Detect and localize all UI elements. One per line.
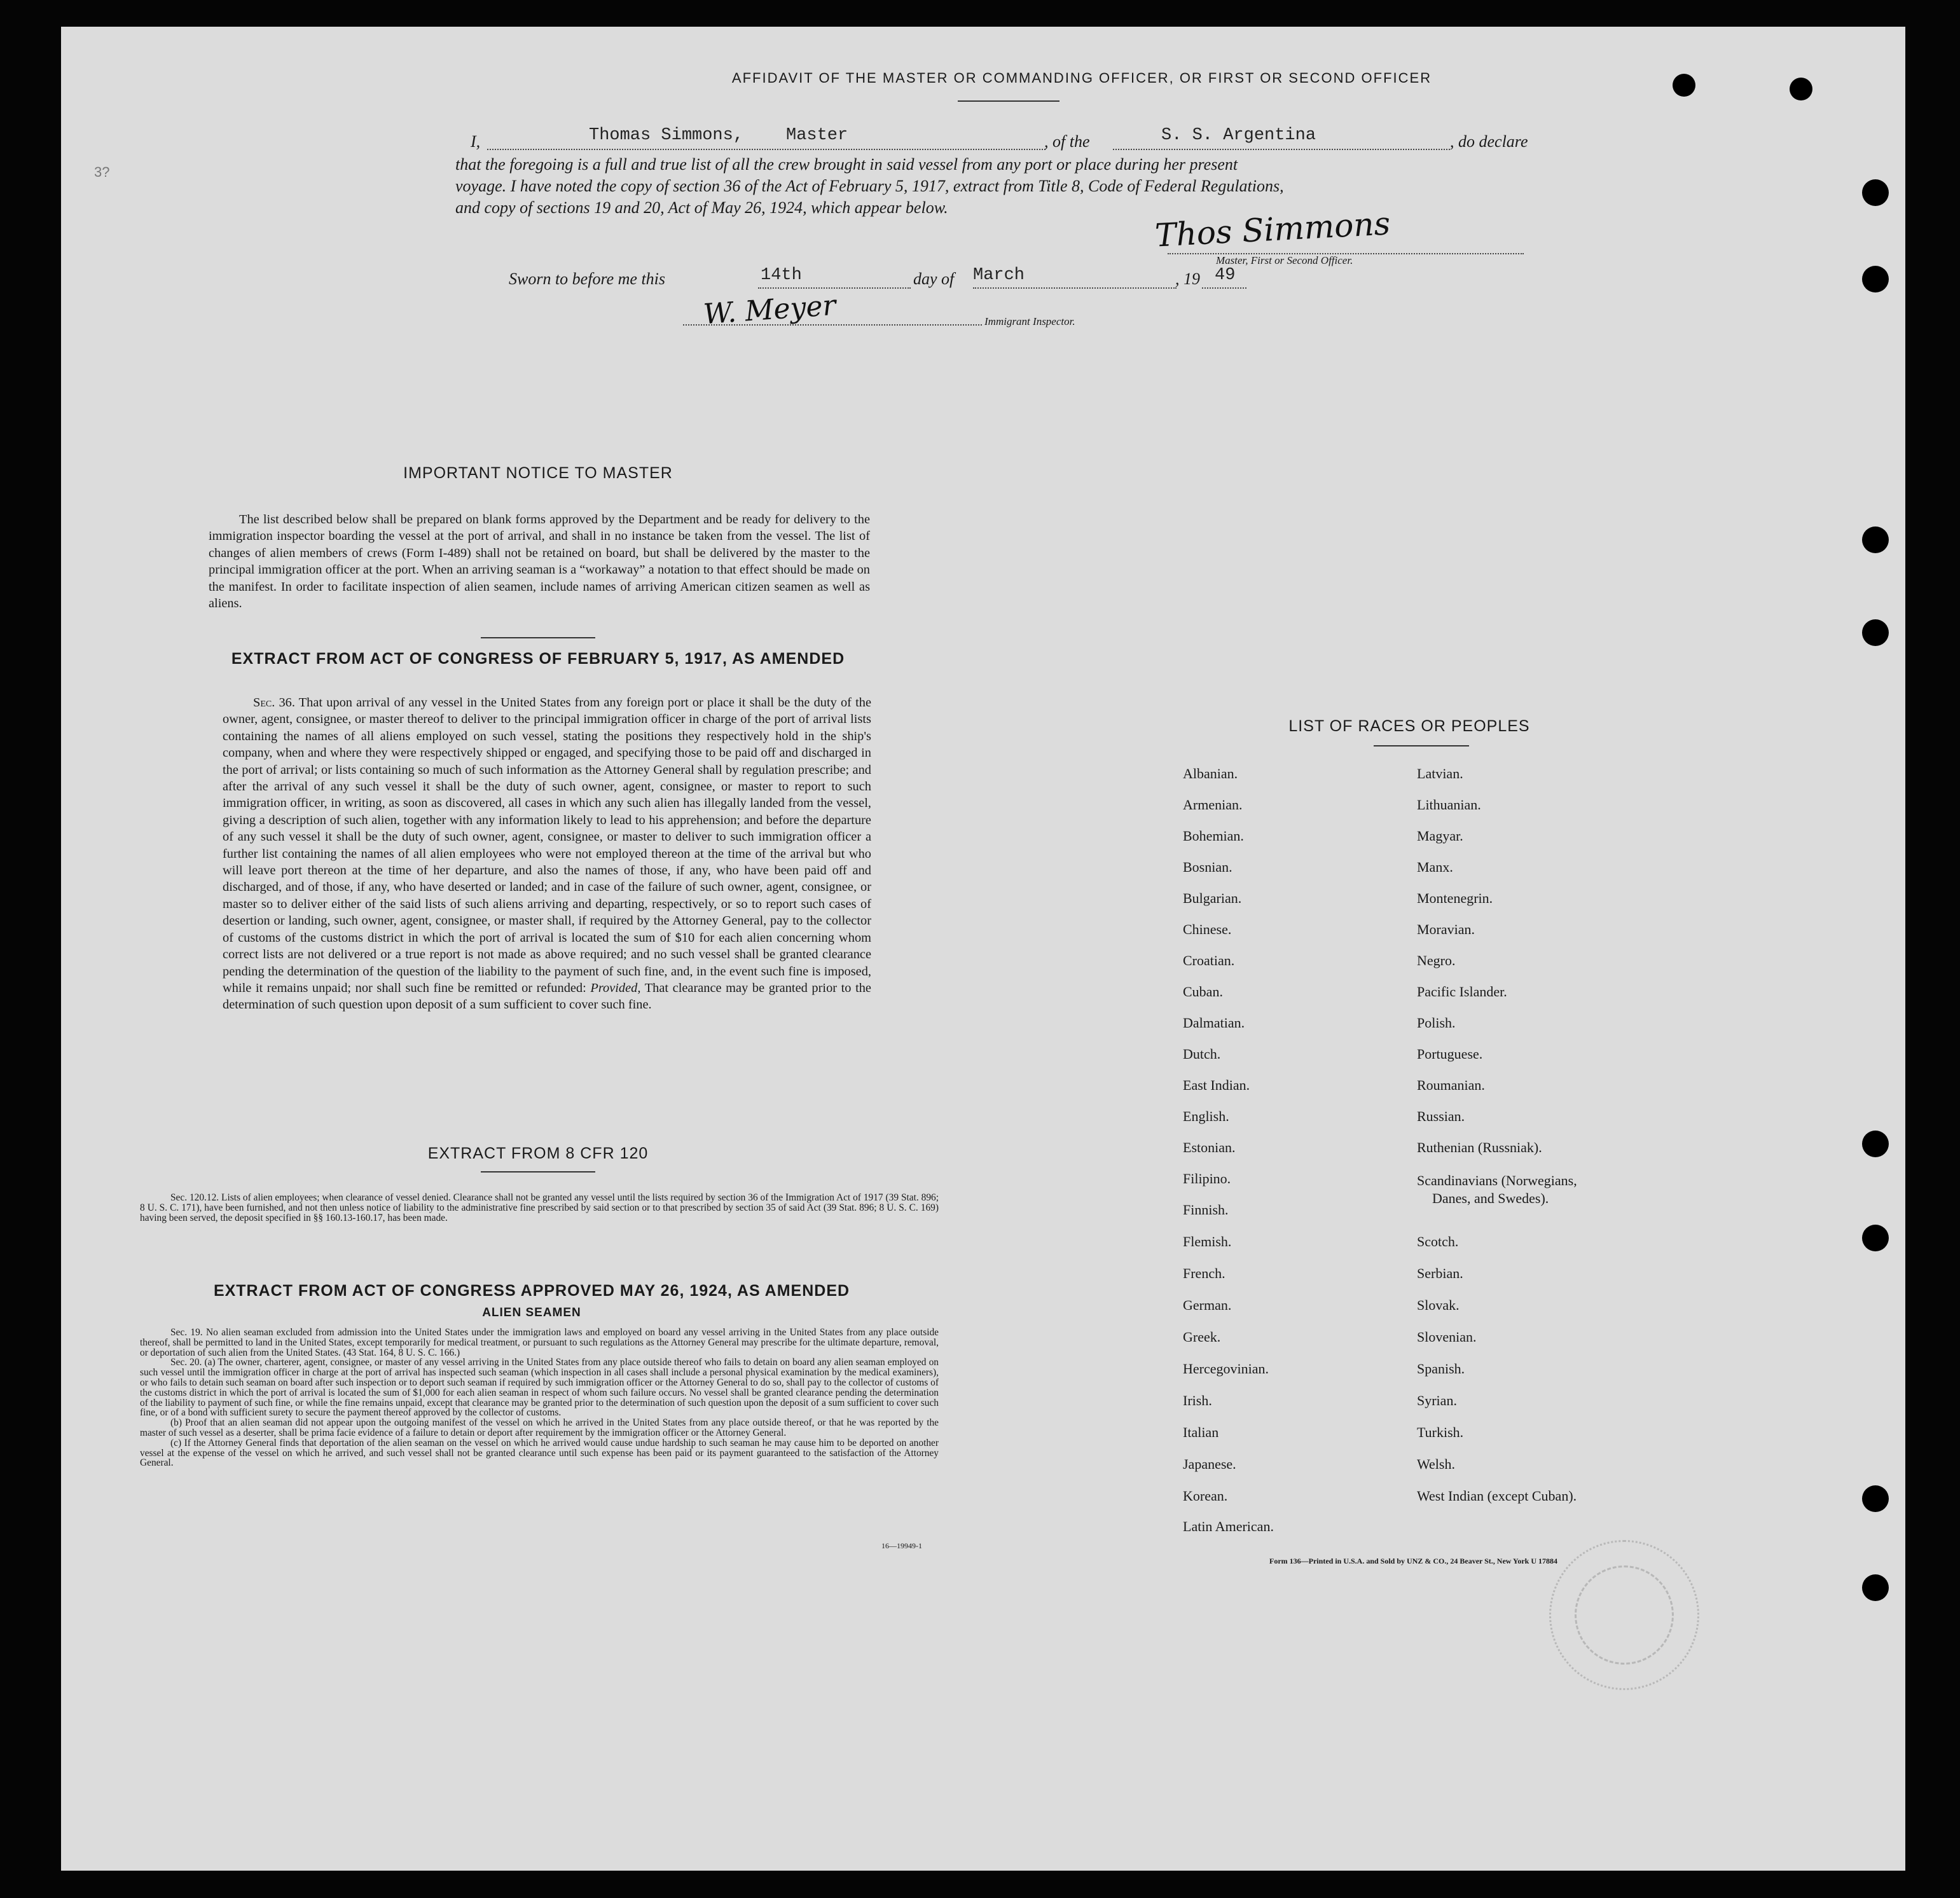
race-item: German. bbox=[1183, 1297, 1232, 1313]
race-item: Dutch. bbox=[1183, 1046, 1221, 1062]
race-item: Negro. bbox=[1417, 952, 1456, 968]
race-item: Finnish. bbox=[1183, 1202, 1229, 1218]
punch-hole bbox=[1862, 1131, 1889, 1157]
races-heading: LIST OF RACES OR PEOPLES bbox=[1288, 717, 1530, 735]
race-item: Cuban. bbox=[1183, 984, 1223, 1000]
year-line bbox=[1202, 287, 1246, 289]
race-item: Albanian. bbox=[1183, 766, 1238, 781]
extract-cfr-text bbox=[140, 1193, 939, 1223]
race-item: Korean. bbox=[1183, 1488, 1228, 1504]
sec-36-label: Sec. 36. bbox=[253, 696, 295, 710]
page-mark: 3? bbox=[94, 164, 110, 180]
master-rank: Master bbox=[786, 126, 848, 145]
race-item: Filipino. bbox=[1183, 1171, 1231, 1186]
sworn-day: 14th bbox=[761, 266, 802, 285]
extract-cfr-heading: EXTRACT FROM 8 CFR 120 bbox=[427, 1145, 649, 1162]
document-page bbox=[61, 27, 1905, 1871]
race-item: Polish. bbox=[1417, 1015, 1456, 1031]
sec-20c-text: (c) If the Attorney General finds that deportation of the alien seaman on the vessel on which he arrived would cause undue hardship to such seaman he may cause him to be deported on another vessel at the expense of the vessel on which he arrived, and such vessel shall not be granted clearance until such expense has been paid or its payment guaranteed to the satisfaction of the Attorney General. bbox=[140, 1437, 939, 1469]
race-item: Latin American. bbox=[1183, 1518, 1274, 1534]
title-rule bbox=[958, 100, 1059, 102]
affidavit-line-4: and copy of sections 19 and 20, Act of May 26, 1924, which appear below. bbox=[455, 198, 948, 217]
race-item: Hercegovinian. bbox=[1183, 1361, 1269, 1377]
punch-hole bbox=[1862, 1485, 1889, 1512]
race-item: Slovenian. bbox=[1417, 1329, 1477, 1345]
race-item: Bohemian. bbox=[1183, 828, 1244, 844]
race-item: Latvian. bbox=[1417, 766, 1463, 781]
extract-1924-heading: EXTRACT FROM ACT OF CONGRESS APPROVED MAY 26, 1924, AS AMENDED bbox=[213, 1282, 850, 1300]
race-item: Chinese. bbox=[1183, 921, 1232, 937]
race-item: Armenian. bbox=[1183, 797, 1243, 813]
print-code: 16—19949-1 bbox=[881, 1541, 922, 1550]
punch-hole bbox=[1862, 266, 1889, 292]
race-item: Danes, and Swedes). bbox=[1432, 1190, 1549, 1206]
race-item: Montenegrin. bbox=[1417, 890, 1493, 906]
extract-1917-heading: EXTRACT FROM ACT OF CONGRESS OF FEBRUARY 5, 1917, AS AMENDED bbox=[231, 650, 845, 668]
alien-seamen-subheading: ALIEN SEAMEN bbox=[482, 1306, 581, 1319]
race-item: Ruthenian (Russniak). bbox=[1417, 1139, 1542, 1155]
vessel-line bbox=[1113, 149, 1450, 150]
sec-20b-text: (b) Proof that an alien seaman did not appear upon the outgoing manifest of the vessel on which he arrived in the United States from any place outside thereof, or that he was reported by the master of such vessel as a deserter, shall be prima facie evidence of a failure to detain or deport after requirement by the immigration officer or the Attorney General. bbox=[140, 1417, 939, 1438]
race-item: Flemish. bbox=[1183, 1234, 1232, 1249]
inspector-signature: W. Meyer bbox=[702, 289, 838, 331]
extract-1917-text bbox=[223, 694, 871, 1014]
punch-hole bbox=[1862, 179, 1889, 206]
year-prefix: , 19 bbox=[1175, 270, 1200, 288]
races-right-column bbox=[1417, 766, 1735, 1579]
of-the-label: , of the bbox=[1044, 132, 1090, 151]
extract-1924-text bbox=[140, 1328, 939, 1468]
affidavit-line-2: that the foregoing is a full and true list of all the crew brought in said vessel from any port or place during her present bbox=[455, 155, 1238, 174]
affidavit-i: I, bbox=[471, 132, 481, 151]
sec-36-text: That upon arrival of any vessel in the United States from any foreign port or place it shall be the duty of the owner, agent, consignee, or master thereof to deliver to the principal immigration officer in charge of the port of arrival lists containing the names of all aliens employed on such vessel, stating the positions they respectively hold in the ship's company, when and where they were respectively shipped or engaged, and specifying those to be paid off and discharged in the port of arrival; or lists containing so much of such information as the Attorney General shall by regulation prescribe; and after the arrival of any such vessel it shall be the duty of such owner, agent, consignee, or master to report to such immigration officer, in writing, as soon as discovered, all cases in which any such alien has illegally landed from the vessel, giving a description of such alien, together with any information likely to lead to his apprehension; and before the departure of any such vessel it shall be the duty of such owner, agent, consignee, or master to deliver to such immigration officer a further list containing the names of all alien employees who were not employed thereon at the time of the arrival but who will leave port thereon at the time of her departure, and also the names of those, if any, who have been paid off and discharged, and of those, if any, who have deserted or landed; and in case of the failure of such owner, agent, consignee, or master so to deliver either of the said lists of such aliens arriving and departing, respectively, or so to report such cases of desertion or landing, such owner, agent, consignee, or master shall, if required by the Attorney General, pay to the collector of customs of the customs district in which the port of arrival is located the sum of $10 for each alien concerning whom correct lists are not delivered or a true report is not made as above required; and no such vessel shall be granted clearance pending the determination of the question of the liability to the payment of such fine, and, in the event such fine is imposed, while it remains unpaid; nor shall such fine be remitted or refunded: bbox=[223, 696, 872, 995]
vessel-name: S. S. Argentina bbox=[1161, 126, 1316, 145]
form-printer-line: Form 136—Printed in U.S.A. and Sold by UNZ & CO., 24 Beaver St., New York U 17884 bbox=[1269, 1557, 1558, 1565]
sec-120-text: Sec. 120.12. Lists of alien employees; when clearance of vessel denied. Clearance shall not be granted any vessel until the lists required by section 36 of the Immigration Act of 1917 (39 Stat. 896; 8 U. S. C. 171), have been furnished, and not then unless notice of liability to the administrative fine prescribed by said section or to that prescribed by section 35 of said Act (39 Stat. 896; 8 U. S. C. 169) having been served, the deposit specified in §§ 160.13-160.17, has been made. bbox=[140, 1192, 939, 1223]
race-item: Welsh. bbox=[1417, 1456, 1455, 1472]
ink-stamp-inner bbox=[1575, 1565, 1674, 1665]
race-item: Magyar. bbox=[1417, 828, 1463, 844]
cfr-rule bbox=[481, 1171, 595, 1172]
race-item: Bulgarian. bbox=[1183, 890, 1242, 906]
sworn-label: Sworn to before me this bbox=[509, 270, 666, 288]
punch-hole bbox=[1673, 74, 1695, 97]
race-item: Irish. bbox=[1183, 1393, 1212, 1408]
proviso-label: Provided, bbox=[590, 980, 641, 995]
race-item: Syrian. bbox=[1417, 1393, 1457, 1408]
punch-hole bbox=[1862, 526, 1889, 553]
sworn-month: March bbox=[973, 266, 1025, 285]
sworn-year: 49 bbox=[1215, 266, 1236, 285]
master-caption: Master, First or Second Officer. bbox=[1216, 254, 1353, 266]
race-item: French. bbox=[1183, 1265, 1225, 1281]
notice-heading: IMPORTANT NOTICE TO MASTER bbox=[403, 464, 673, 482]
race-item: Japanese. bbox=[1183, 1456, 1236, 1472]
race-item: Russian. bbox=[1417, 1108, 1465, 1124]
race-item: Roumanian. bbox=[1417, 1077, 1485, 1093]
notice-text bbox=[209, 511, 870, 612]
race-item: Scotch. bbox=[1417, 1234, 1459, 1249]
do-declare-label: , do declare bbox=[1450, 132, 1528, 151]
race-item: Serbian. bbox=[1417, 1265, 1463, 1281]
race-item: Scandinavians (Norwegians, bbox=[1417, 1172, 1577, 1188]
notice-paragraph: The list described below shall be prepared on blank forms approved by the Department and be ready for delivery to the immigration inspector boarding the vessel at the port of arrival, and shall in no instance be taken from the vessel. The list of changes of alien members of crews (Form I-489) shall not be retained on board, but shall be delivered by the master to the principal immigration officer at the port. When an arriving seaman is a “workaway” a notation to that effect should be made on the manifest. In order to facilitate inspection of alien seamen, include names of arriving American citizen seamen as well as aliens. bbox=[209, 512, 870, 611]
race-item: West Indian (except Cuban). bbox=[1417, 1488, 1577, 1504]
inspector-line bbox=[683, 324, 982, 326]
name-line bbox=[487, 149, 1046, 150]
race-item: Lithuanian. bbox=[1417, 797, 1481, 813]
race-item: Greek. bbox=[1183, 1329, 1221, 1345]
race-item: Italian bbox=[1183, 1424, 1219, 1440]
sec-19-text: Sec. 19. No alien seaman excluded from admission into the United States under the immigration laws and employed on board any vessel arriving in the United States from any place outside thereof, shall be permitted to land in the United States, except temporarily for medical treatment, or pursuant to such regulations as the Attorney General may prescribe for the ultimate departure, removal, or deportation of such alien from the United States. (43 Stat. 164, 8 U. S. C. 166.) bbox=[140, 1327, 939, 1358]
master-signature: Thos Simmons bbox=[1154, 205, 1391, 254]
affidavit-title: AFFIDAVIT OF THE MASTER OR COMMANDING OFFICER, OR FIRST OR SECOND OFFICER bbox=[731, 70, 1432, 86]
race-item: English. bbox=[1183, 1108, 1229, 1124]
race-item: Pacific Islander. bbox=[1417, 984, 1507, 1000]
punch-hole bbox=[1862, 1574, 1889, 1601]
race-item: Croatian. bbox=[1183, 952, 1235, 968]
punch-hole bbox=[1790, 78, 1812, 100]
inspector-caption: Immigrant Inspector. bbox=[984, 315, 1075, 327]
punch-hole bbox=[1862, 1225, 1889, 1251]
races-left-column bbox=[1183, 766, 1412, 1579]
race-item: Moravian. bbox=[1417, 921, 1475, 937]
day-line bbox=[758, 287, 911, 289]
race-item: Slovak. bbox=[1417, 1297, 1460, 1313]
race-item: Turkish. bbox=[1417, 1424, 1464, 1440]
master-name: Thomas Simmons, bbox=[589, 126, 744, 145]
race-item: Bosnian. bbox=[1183, 859, 1232, 875]
race-item: Dalmatian. bbox=[1183, 1015, 1245, 1031]
race-item: East Indian. bbox=[1183, 1077, 1250, 1093]
month-line bbox=[973, 287, 1177, 289]
races-rule bbox=[1374, 745, 1469, 746]
race-item: Spanish. bbox=[1417, 1361, 1465, 1377]
punch-hole bbox=[1862, 619, 1889, 646]
affidavit-line-3: voyage. I have noted the copy of section 36 of the Act of February 5, 1917, extract from Title 8, Code of Federal Regulations, bbox=[455, 177, 1284, 195]
race-item: Manx. bbox=[1417, 859, 1453, 875]
sec-20a-text: Sec. 20. (a) The owner, charterer, agent, consignee, or master of any vessel arriving in the United States from any place outside thereof who fails to detain on board any alien seaman employed on such vessel until the immigration officer in charge at the port of arrival has inspected such seaman (which inspection in all cases shall include a personal physical examination by the medical examiners), or who fails to detain such seaman on board after such inspection or to deport such seaman if required by such immigration officer or the Attorney General to do so, shall pay to the collector of customs of the customs district in which the port of arrival is located the sum of $1,000 for each alien seaman in respect of whom such failure occurs. No vessel shall be granted clearance pending the determination of the liability to payment of such fine, or while the fine remains unpaid, except that clearance may be granted prior to the determination of such question upon the deposit of a sum sufficient to cover such fine, or of a bond with sufficient surety to secure the payment thereof approved by the collector of customs. bbox=[140, 1357, 939, 1419]
race-item: Portuguese. bbox=[1417, 1046, 1483, 1062]
notice-rule bbox=[481, 637, 595, 638]
race-item: Estonian. bbox=[1183, 1139, 1236, 1155]
proviso-text: That clearance may be granted prior to the determination of such question upon deposit of a sum sufficient to cover such fine. bbox=[223, 980, 871, 1012]
day-of-label: day of bbox=[913, 270, 955, 288]
